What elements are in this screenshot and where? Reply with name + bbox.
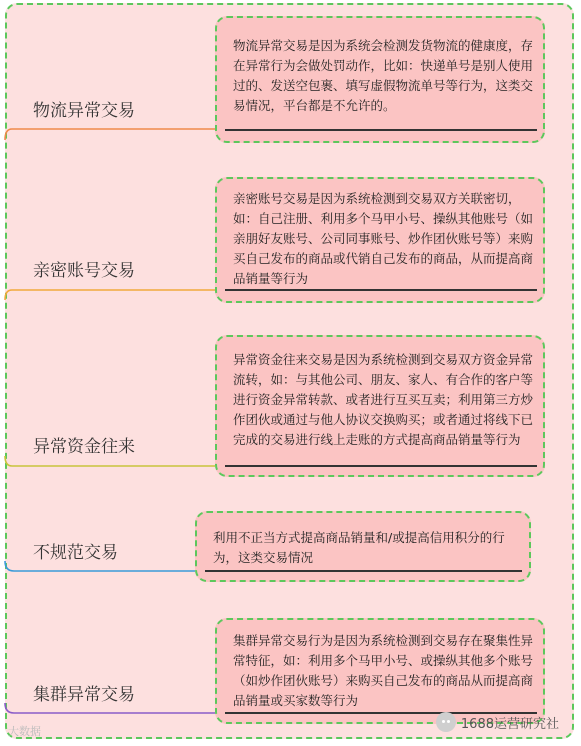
- underline-nonstandard: [205, 570, 522, 572]
- description-cluster: 集群异常交易行为是因为系统检测到交易存在聚集性异常特征，如：利用多个马甲小号、或操纵其他多个账号（如炒作团伙账号）来购买自己发布的商品从而提高商品销量或买家数等行为: [233, 633, 534, 708]
- underline-logistics: [225, 129, 537, 131]
- topic-intimate-account: 亲密账号交易: [33, 261, 135, 281]
- watermark-right: [436, 712, 559, 732]
- wechat-icon: [436, 712, 456, 732]
- underline-abnormal-funds: [225, 465, 537, 467]
- topic-abnormal-funds: 异常资金往来: [33, 437, 135, 457]
- description-nonstandard: 利用不正当方式提高商品销量和/或提高信用积分的行为，这类交易情况: [213, 530, 505, 565]
- topic-nonstandard: 不规范交易: [33, 543, 118, 563]
- watermark-left: 大数据: [8, 725, 41, 738]
- description-abnormal-funds: 异常资金往来交易是因为系统检测到交易双方资金异常流转，如：与其他公司、朋友、家人、有合作的客户等进行资金异常转款、或者进行互买互卖；利用第三方炒作团伙或通过与他人协议交换购买；或者通过将线下已完成的交易进行线上走账的方式提高商品销量等行为: [233, 352, 534, 447]
- topic-cluster: 集群异常交易: [33, 685, 135, 705]
- description-intimate-account: 亲密账号交易是因为系统检测到交易双方关联密切，如：自己注册、利用多个马甲小号、操纵其他账号（如亲朋好友账号、公司同事账号、炒作团伙账号等）来购买自己发布的商品或代销自己发布的商品，从而提高商品销量等行为: [233, 191, 534, 286]
- topic-logistics: 物流异常交易: [33, 101, 135, 121]
- description-logistics: 物流异常交易是因为系统会检测发货物流的健康度，存在异常行为会做处罚动作，比如：快递单号是别人使用过的、发送空包裹、填写虚假物流单号等行为，这类交易情况，平台都是不允许的。: [233, 38, 534, 113]
- watermark-right-text: 1688运营研究社: [460, 716, 559, 732]
- underline-intimate-account: [225, 289, 537, 291]
